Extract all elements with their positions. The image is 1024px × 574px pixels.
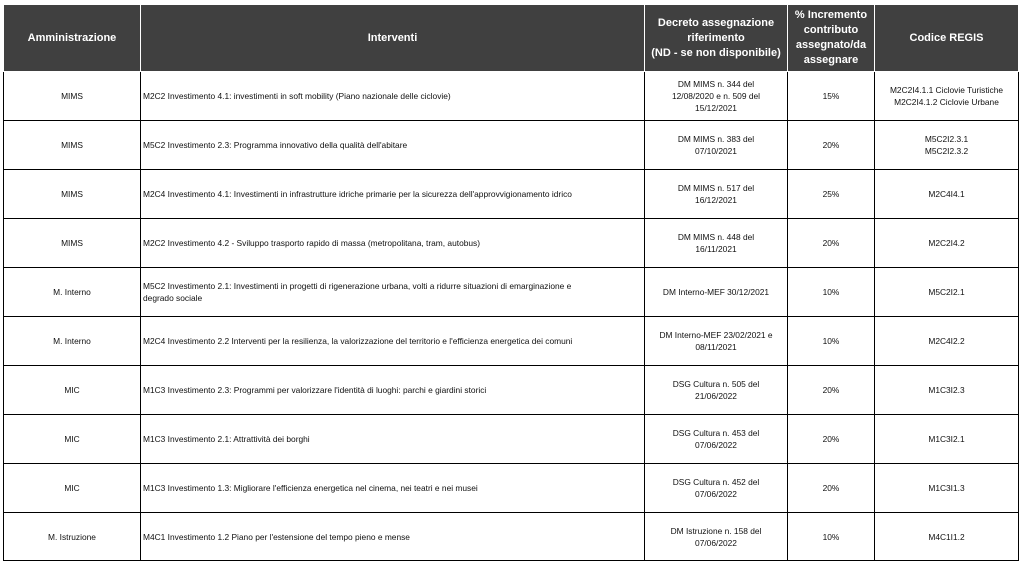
cell-intervento: M4C1 Investimento 1.2 Piano per l'estensione del tempo pieno e mense	[141, 513, 645, 561]
cell-amministrazione: MIMS	[4, 121, 141, 170]
cell-intervento: M5C2 Investimento 2.3: Programma innovativo della qualità dell'abitare	[141, 121, 645, 170]
table-row	[4, 464, 1019, 513]
table-row	[4, 219, 1019, 268]
header-incremento: % Incremento contributo assegnato/da assegnare	[788, 5, 875, 72]
cell-codice-regis: M2C2I4.1.1 Ciclovie Turistiche M2C2I4.1.2 Ciclovie Urbane	[875, 72, 1019, 121]
cell-decreto: DM MIMS n. 448 del 16/11/2021	[645, 219, 788, 268]
cell-amministrazione: MIC	[4, 415, 141, 464]
cell-decreto: DSG Cultura n. 453 del 07/06/2022	[645, 415, 788, 464]
cell-intervento: M5C2 Investimento 2.1: Investimenti in progetti di rigenerazione urbana, volti a ridurre situazioni di emarginazione e degrado sociale	[141, 268, 645, 317]
header-amministrazione: Amministrazione	[4, 5, 141, 72]
cell-codice-regis: M1C3I2.1	[875, 415, 1019, 464]
cell-intervento: M2C4 Investimento 4.1: Investimenti in infrastrutture idriche primarie per la sicurezza dell'approvvigionamento idrico	[141, 170, 645, 219]
table-row	[4, 170, 1019, 219]
table-row	[4, 415, 1019, 464]
cell-decreto: DM Interno-MEF 30/12/2021	[645, 268, 788, 317]
cell-incremento: 15%	[788, 72, 875, 121]
header-interventi: Interventi	[141, 5, 645, 72]
cell-incremento: 25%	[788, 170, 875, 219]
cell-incremento: 20%	[788, 415, 875, 464]
table-row	[4, 72, 1019, 121]
cell-amministrazione: M. Interno	[4, 268, 141, 317]
cell-decreto: DM MIMS n. 517 del 16/12/2021	[645, 170, 788, 219]
table-row	[4, 513, 1019, 561]
cell-incremento: 10%	[788, 513, 875, 561]
table-row	[4, 121, 1019, 170]
cell-decreto: DSG Cultura n. 452 del 07/06/2022	[645, 464, 788, 513]
cell-intervento: M2C2 Investimento 4.1: investimenti in soft mobility (Piano nazionale delle ciclovie)	[141, 72, 645, 121]
cell-amministrazione: MIC	[4, 464, 141, 513]
cell-decreto: DM Istruzione n. 158 del 07/06/2022	[645, 513, 788, 561]
cell-intervento: M1C3 Investimento 2.1: Attrattività dei borghi	[141, 415, 645, 464]
cell-intervento: M2C4 Investimento 2.2 Interventi per la resilienza, la valorizzazione del territorio e l'efficienza energetica dei comuni	[141, 317, 645, 366]
cell-codice-regis: M2C2I4.2	[875, 219, 1019, 268]
header-codice-regis: Codice REGIS	[875, 5, 1019, 72]
cell-intervento: M1C3 Investimento 2.3: Programmi per valorizzare l'identità di luoghi: parchi e giardini storici	[141, 366, 645, 415]
cell-intervento: M1C3 Investimento 1.3: Migliorare l'efficienza energetica nel cinema, nei teatri e nei musei	[141, 464, 645, 513]
cell-codice-regis: M4C1I1.2	[875, 513, 1019, 561]
cell-codice-regis: M1C3I1.3	[875, 464, 1019, 513]
cell-amministrazione: MIMS	[4, 219, 141, 268]
cell-amministrazione: MIMS	[4, 170, 141, 219]
cell-codice-regis: M2C4I4.1	[875, 170, 1019, 219]
cell-decreto: DM MIMS n. 383 del 07/10/2021	[645, 121, 788, 170]
cell-amministrazione: MIMS	[4, 72, 141, 121]
cell-decreto: DSG Cultura n. 505 del 21/06/2022	[645, 366, 788, 415]
cell-amministrazione: M. Interno	[4, 317, 141, 366]
interventi-table	[3, 4, 1019, 561]
document-page	[3, 4, 1019, 561]
cell-incremento: 10%	[788, 317, 875, 366]
cell-incremento: 20%	[788, 219, 875, 268]
table-row	[4, 268, 1019, 317]
cell-decreto: DM Interno-MEF 23/02/2021 e 08/11/2021	[645, 317, 788, 366]
cell-incremento: 20%	[788, 121, 875, 170]
cell-codice-regis: M1C3I2.3	[875, 366, 1019, 415]
header-decreto: Decreto assegnazione riferimento (ND - se non disponibile)	[645, 5, 788, 72]
cell-incremento: 10%	[788, 268, 875, 317]
table-row	[4, 317, 1019, 366]
cell-decreto: DM MIMS n. 344 del 12/08/2020 e n. 509 del 15/12/2021	[645, 72, 788, 121]
cell-amministrazione: M. Istruzione	[4, 513, 141, 561]
table-header-row	[4, 5, 1019, 72]
cell-codice-regis: M5C2I2.3.1 M5C2I2.3.2	[875, 121, 1019, 170]
cell-incremento: 20%	[788, 366, 875, 415]
cell-incremento: 20%	[788, 464, 875, 513]
cell-codice-regis: M5C2I2.1	[875, 268, 1019, 317]
cell-amministrazione: MIC	[4, 366, 141, 415]
cell-codice-regis: M2C4I2.2	[875, 317, 1019, 366]
table-row	[4, 366, 1019, 415]
cell-intervento: M2C2 Investimento 4.2 - Sviluppo trasporto rapido di massa (metropolitana, tram, autobus)	[141, 219, 645, 268]
